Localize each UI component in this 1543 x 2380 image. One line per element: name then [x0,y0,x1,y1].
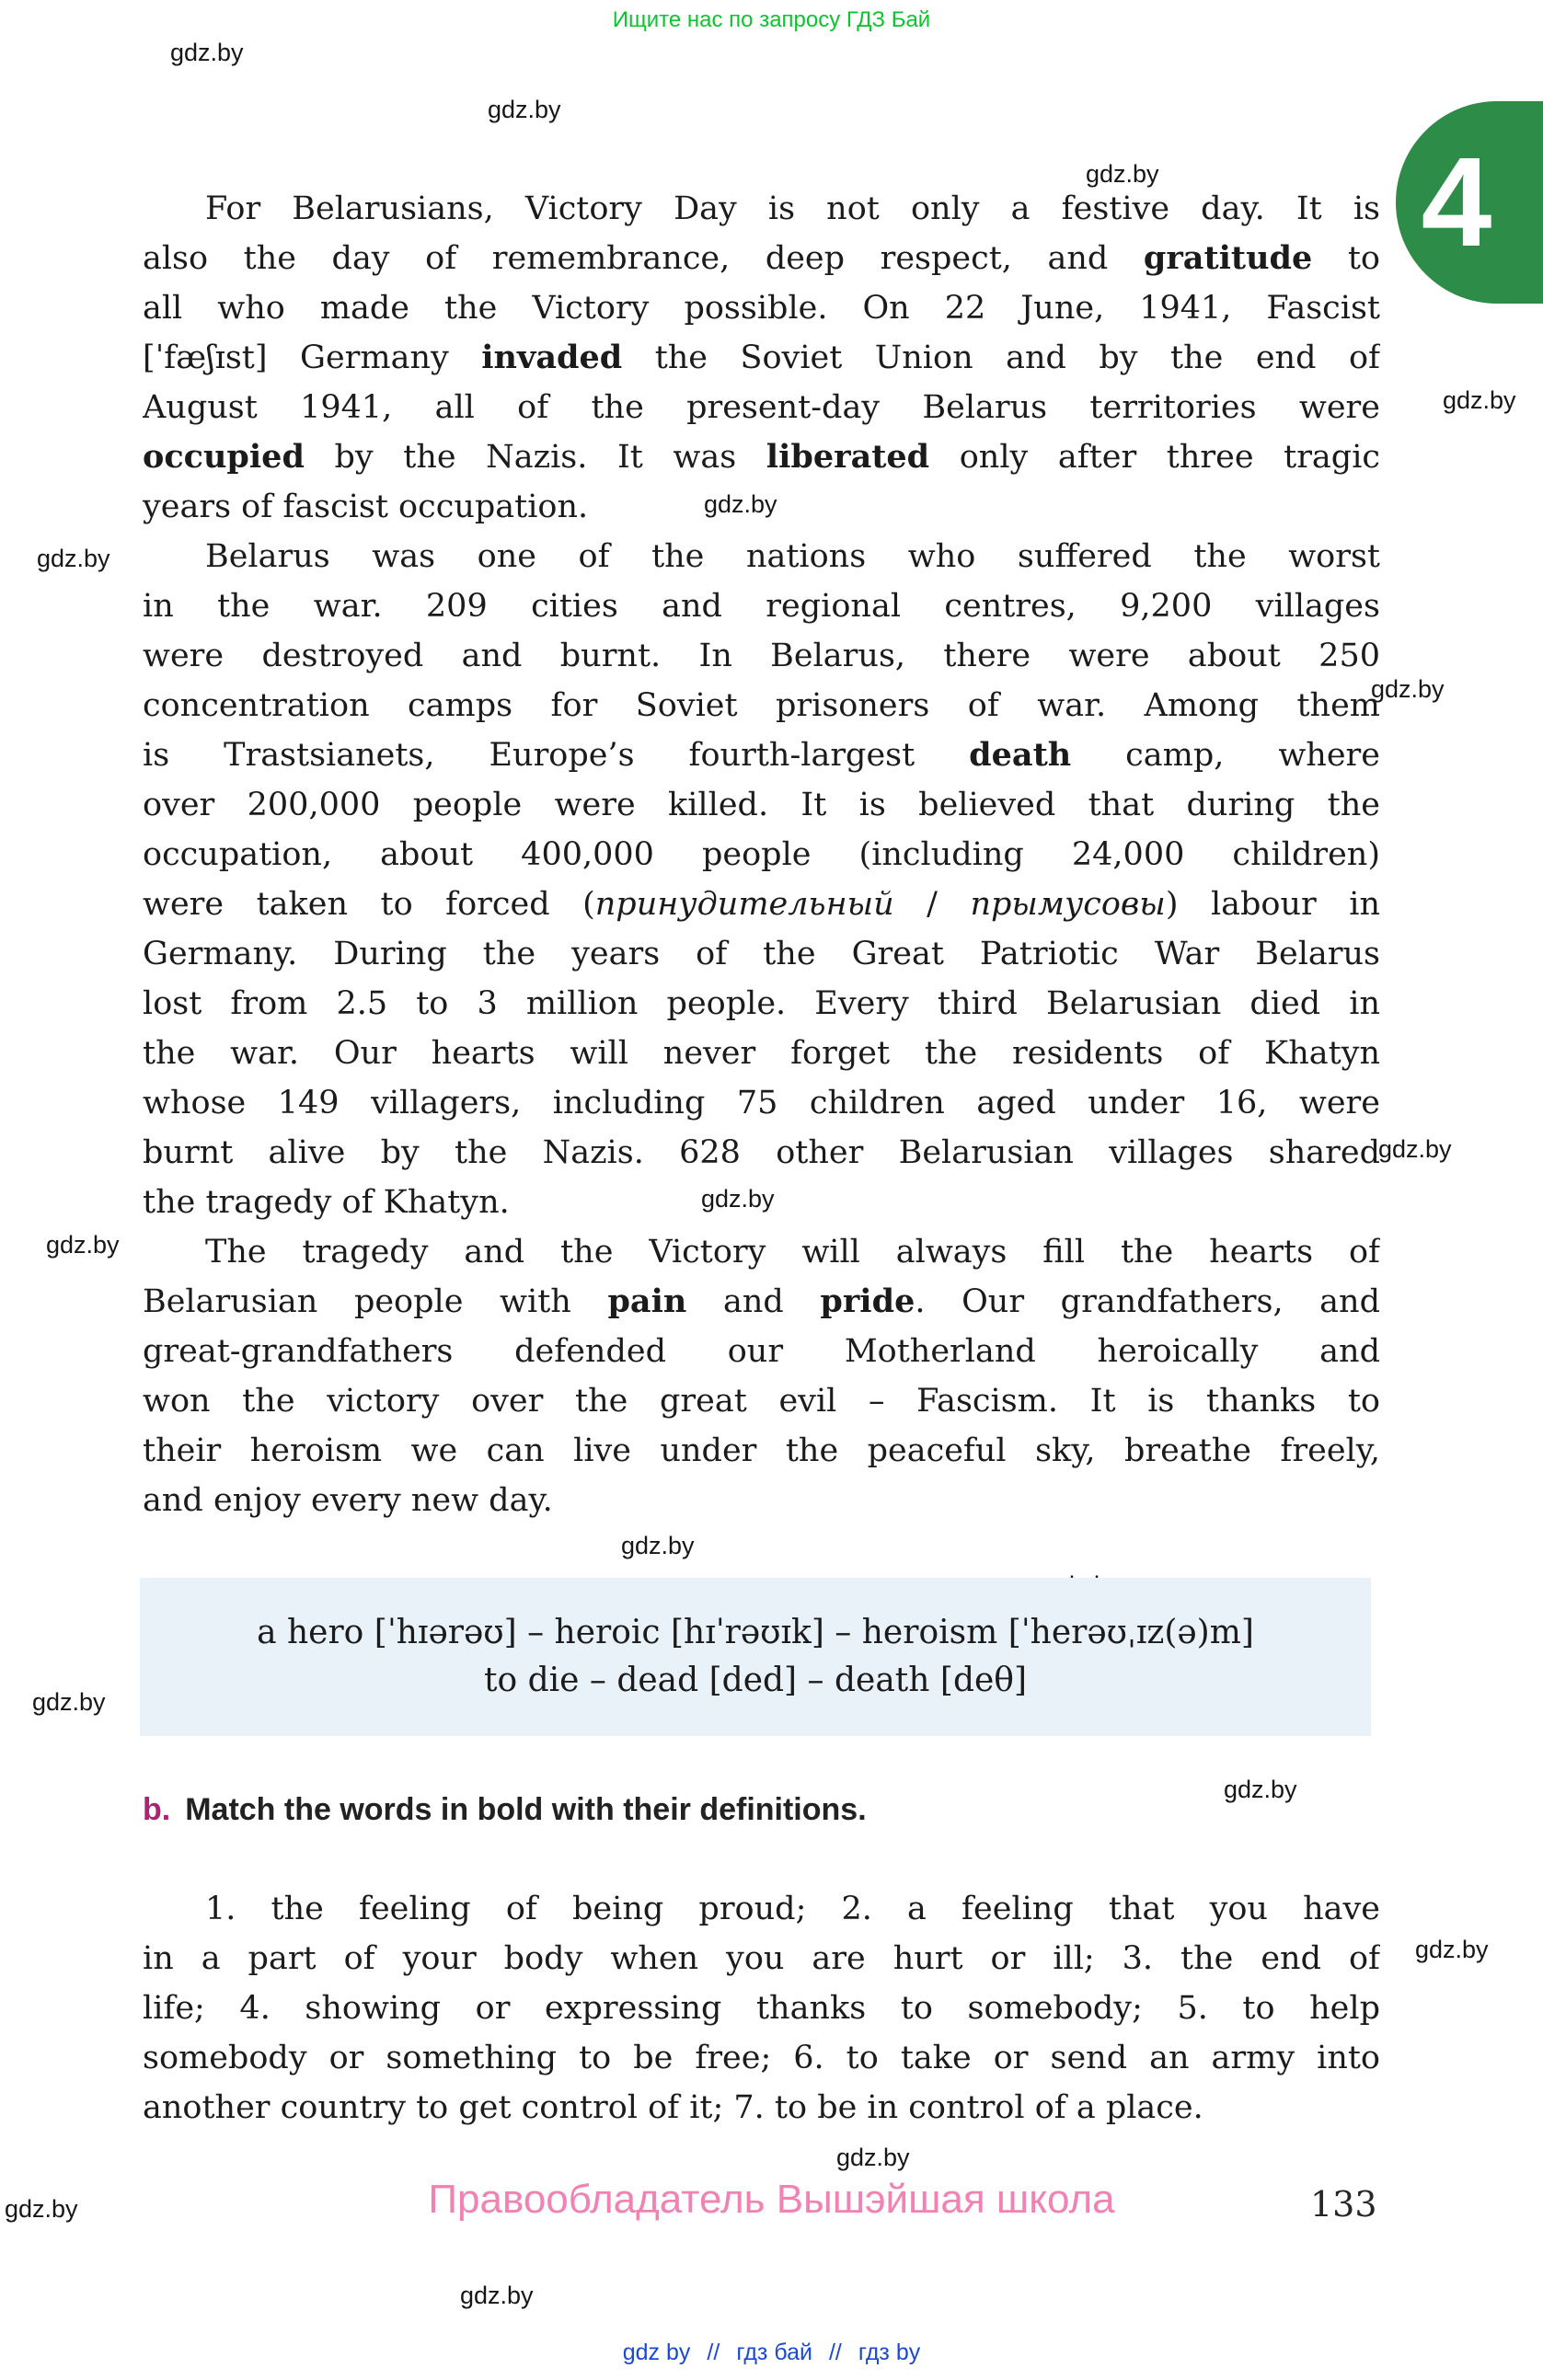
footer-link[interactable]: gdz by [622,2340,691,2365]
page-number: 133 [1310,2184,1377,2225]
gdz-watermark: gdz.by [37,545,110,572]
text-line: another country to get control of it; 7. to be in control of a place. [143,2089,1203,2126]
reading-text [143,184,1380,1525]
text-line: somebody or something to be free; 6. to take or send an army into [143,2040,1380,2076]
text-line: were taken to forced (принудительный / прымусовы) labour in [143,886,1380,923]
pronunciation-box [140,1578,1371,1736]
gdz-watermark: gdz.by [170,39,244,66]
gdz-watermark: gdz.by [1378,1135,1452,1163]
text-line: Belarusian people with pain and pride. Our grandfathers, and [143,1282,1380,1320]
text-line: concentration camps for Soviet prisoners of war. Among them [143,687,1380,724]
gdz-watermark: gdz.by [1415,1936,1489,1963]
paragraph [143,1227,1380,1525]
text-line: burnt alive by the Nazis. 628 other Belarusian villages shared [143,1134,1380,1171]
gdz-watermark: gdz.by [5,2195,78,2223]
text-line: For Belarusians, Victory Day is not only a festive day. It is [205,190,1380,227]
text-line: occupation, about 400,000 people (including 24,000 children) [143,836,1380,873]
definitions-text [143,1884,1380,2133]
unit-badge [1396,101,1543,304]
task-title: Match the words in bold with their definitions. [185,1792,867,1827]
footer-link[interactable]: гдз бай [736,2340,812,2365]
text-line: great-grandfathers defended our Motherland heroically and [143,1333,1380,1370]
gdz-watermark: gdz.by [621,1532,695,1559]
text-line: in the war. 209 cities and regional centres, 9,200 villages [143,588,1380,625]
gdz-watermark: gdz.by [488,96,561,123]
footer-links [0,2340,1543,2366]
text-line: won the victory over the great evil – Fascism. It is thanks to [143,1383,1380,1420]
gdz-watermark: gdz.by [701,1185,775,1213]
text-line: all who made the Victory possible. On 22 June, 1941, Fascist [143,290,1380,327]
text-line: the tragedy of Khatyn. [143,1184,510,1221]
text-line: were destroyed and burnt. In Belarus, there were about 250 [143,638,1380,674]
gdz-watermark: gdz.by [32,1688,106,1716]
text-line: lost from 2.5 to 3 million people. Every third Belarusian died in [143,985,1380,1022]
task-label: b. [143,1792,171,1827]
text-line: the war. Our hearts will never forget the residents of Khatyn [143,1035,1380,1072]
gdz-watermark: gdz.by [836,2144,910,2171]
text-line: in a part of your body when you are hurt or ill; 3. the end of [143,1940,1380,1977]
paragraph [143,184,1380,532]
text-line: is Trastsianets, Europe’s fourth-largest death camp, where [143,736,1380,774]
copyright-notice: Правообладатель Вышэйшая школа [428,2177,1115,2222]
text-line: their heroism we can live under the peaceful sky, breathe freely, [143,1432,1380,1469]
paragraph [143,532,1380,1227]
gdz-watermark: gdz.by [1086,160,1159,188]
text-line: whose 149 villagers, including 75 children aged under 16, were [143,1085,1380,1121]
unit-number: 4 [1421,131,1492,273]
text-line: also the day of remembrance, deep respect, and gratitude to [143,239,1380,277]
gdz-watermark: gdz.by [460,2282,534,2309]
text-line: Belarus was one of the nations who suffered the worst [205,538,1380,575]
promo-banner: Ищите нас по запросу ГДЗ Бай [612,7,931,32]
paragraph [143,1884,1380,2133]
link-separator: // [707,2340,720,2365]
text-line: over 200,000 people were killed. It is believed that during the [143,787,1380,823]
gdz-watermark: gdz.by [1224,1776,1297,1803]
text-line: August 1941, all of the present-day Belarus territories were [143,389,1380,426]
link-separator: // [828,2340,842,2365]
text-line: The tragedy and the Victory will always fill the hearts of [205,1234,1380,1270]
text-line: [ˈfæʃɪst] Germany invaded the Soviet Union and by the end of [143,339,1380,376]
gdz-watermark: gdz.by [1371,675,1445,703]
gdz-watermark: gdz.by [704,490,777,518]
gdz-watermark: gdz.by [46,1231,120,1259]
footer-link[interactable]: гдз by [858,2340,921,2365]
task-heading [143,1792,867,1828]
text-line: years of fascist occupation. [143,489,589,525]
pronunciation-line: a hero [ˈhɪərəʊ] – heroic [hɪˈrəʊɪk] – heroism [ˈherəʊˌɪz(ə)m] [257,1614,1254,1651]
text-line: occupied by the Nazis. It was liberated only after three tragic [143,438,1380,476]
gdz-watermark: gdz.by [1443,386,1516,414]
text-line: Germany. During the years of the Great Patriotic War Belarus [143,936,1380,972]
text-line: life; 4. showing or expressing thanks to somebody; 5. to help [143,1990,1380,2027]
text-line: and enjoy every new day. [143,1482,553,1519]
pronunciation-line: to die – dead [ded] – death [deθ] [483,1661,1028,1699]
text-line: 1. the feeling of being proud; 2. a feeling that you have [205,1891,1380,1927]
